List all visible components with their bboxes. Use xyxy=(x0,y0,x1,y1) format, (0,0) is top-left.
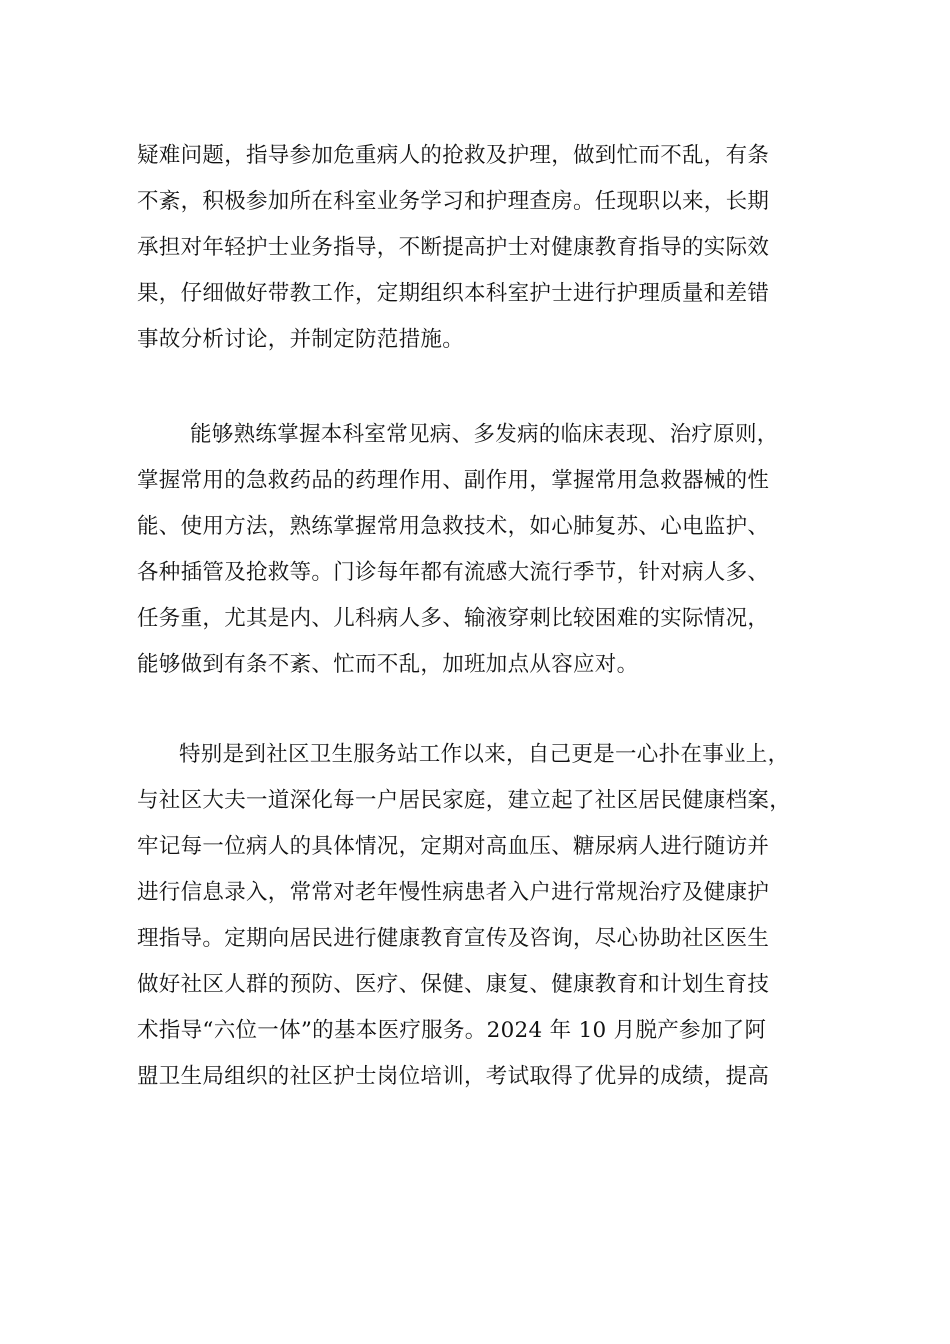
paragraph-spacing xyxy=(137,363,827,412)
text-line: 任务重，尤其是内、儿科病人多、输液穿刺比较困难的实际情况， xyxy=(137,606,770,631)
text-line: 理指导。定期向居民进行健康教育宣传及咨询，尽心协助社区医生 xyxy=(137,926,770,951)
text-line: 掌握常用的急救药品的药理作用、副作用，掌握常用急救器械的性 xyxy=(137,468,770,493)
text-line: 各种插管及抢救等。门诊每年都有流感大流行季节，针对病人多、 xyxy=(137,560,770,585)
text-line: 不紊，积极参加所在科室业务学习和护理查房。任现职以来，长期 xyxy=(137,189,770,214)
text-line: 牢记每一位病人的具体情况，定期对高血压、糖尿病人进行随访并 xyxy=(137,834,770,859)
text-line: 做好社区人群的预防、医疗、保健、康复、健康教育和计划生育技 xyxy=(137,972,770,997)
text-line: 事故分析讨论，并制定防范措施。 xyxy=(137,327,465,352)
text-line: 进行信息录入，常常对老年慢性病患者入户进行常规治疗及健康护 xyxy=(137,880,770,905)
text-line: 与社区大夫一道深化每一户居民家庭，建立起了社区居民健康档案， xyxy=(137,788,792,813)
paragraph-spacing xyxy=(137,688,827,732)
text-line: 果，仔细做好带教工作，定期组织本科室护士进行护理质量和差错 xyxy=(137,281,770,306)
paragraph-3 xyxy=(137,732,827,1100)
text-line: 能够熟练掌握本科室常见病、多发病的临床表现、治疗原则， xyxy=(190,422,779,447)
paragraph-1 xyxy=(137,133,827,363)
text-line: 能够做到有条不紊、忙而不乱，加班加点从容应对。 xyxy=(137,652,639,677)
text-line: 承担对年轻护士业务指导，不断提高护士对健康教育指导的实际效 xyxy=(137,235,770,260)
text-line: 特别是到社区卫生服务站工作以来，自己更是一心扑在事业上， xyxy=(179,742,790,767)
document-body xyxy=(137,133,827,1100)
paragraph-2 xyxy=(137,412,827,688)
text-line: 术指导“六位一体”的基本医疗服务。2024 年 10 月脱产参加了阿 xyxy=(137,1018,767,1043)
text-line: 疑难问题，指导参加危重病人的抢救及护理，做到忙而不乱，有条 xyxy=(137,143,770,168)
text-line: 能、使用方法，熟练掌握常用急救技术，如心肺复苏、心电监护、 xyxy=(137,514,770,539)
text-line: 盟卫生局组织的社区护士岗位培训，考试取得了优异的成绩，提高 xyxy=(137,1064,770,1089)
